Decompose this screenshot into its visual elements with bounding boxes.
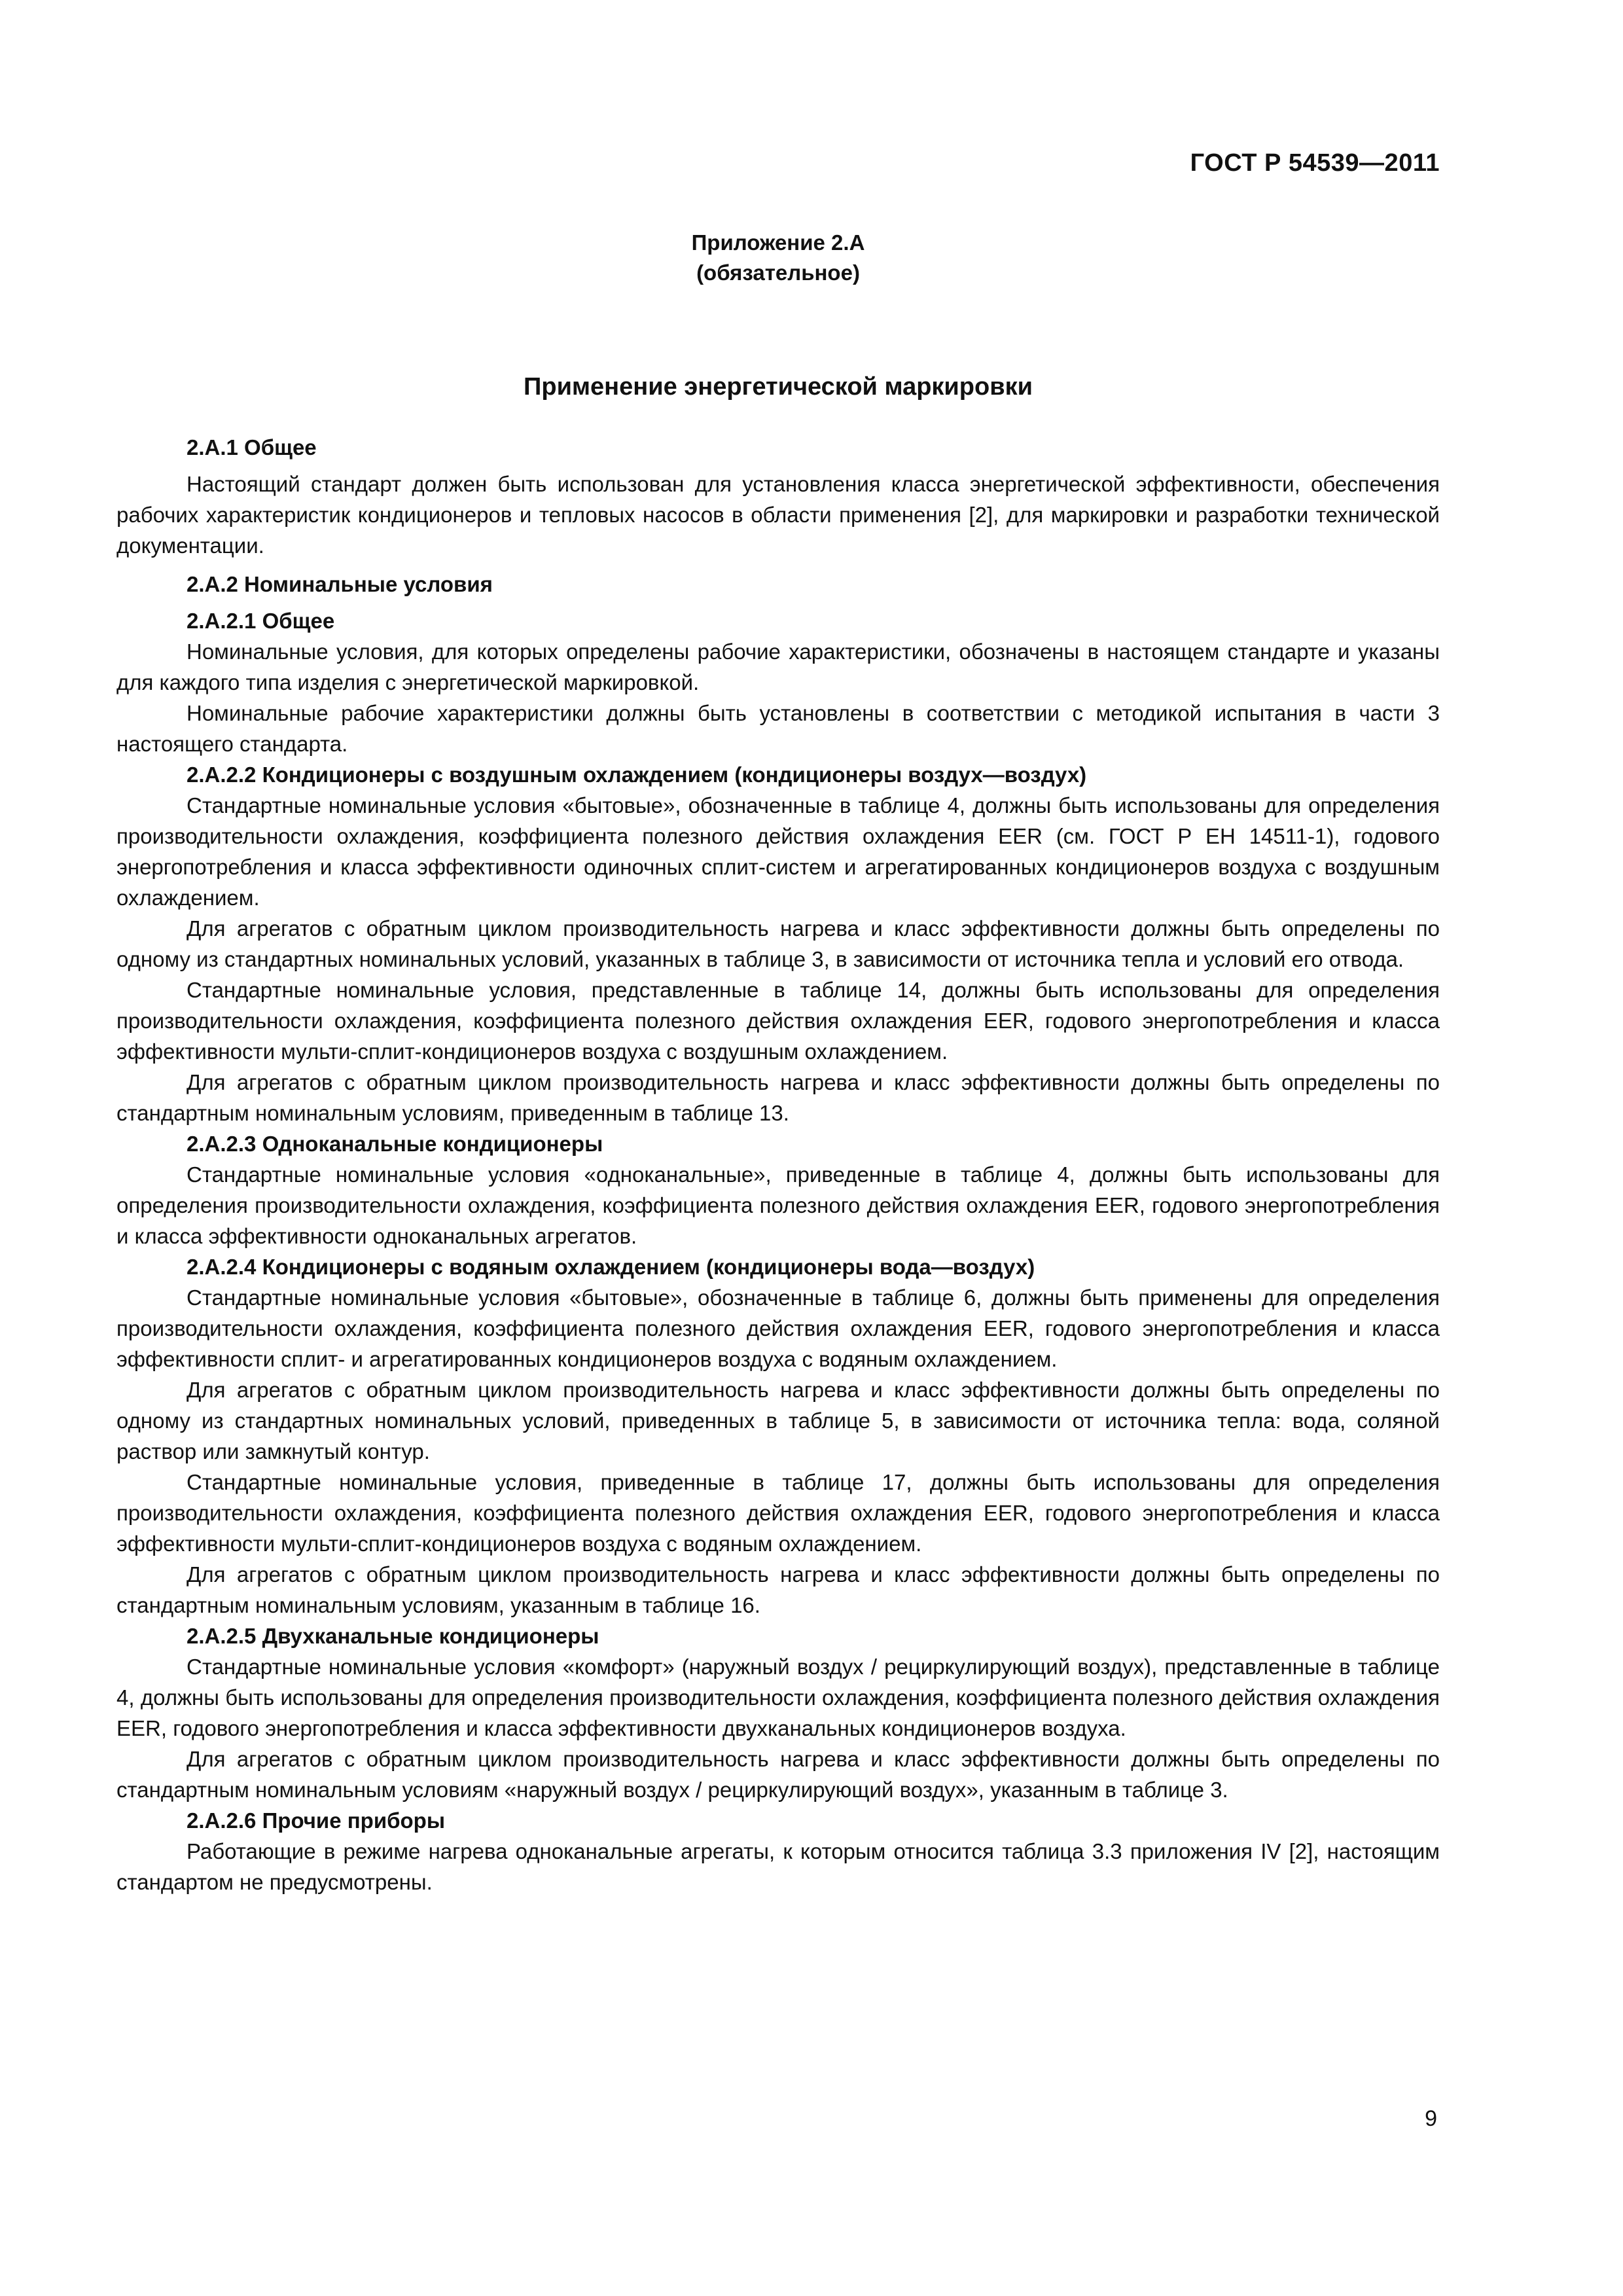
document-code-header: ГОСТ Р 54539—2011 (1190, 149, 1440, 177)
paragraph: Для агрегатов с обратным циклом производительность нагрева и класс эффективности должны быть определены по стандартным номинальным условиям, указанным в таблице 16. (116, 1562, 1440, 1617)
paragraph: Для агрегатов с обратным циклом производительность нагрева и класс эффективности должны быть определены по стандартным номинальным условиям «наружный воздух / рециркулирующий воздух», указанным в таблице 3. (116, 1747, 1440, 1802)
paragraph: Для агрегатов с обратным циклом производительность нагрева и класс эффективности должны быть определены по стандартным номинальным условиям, приведенным в таблице 13. (116, 1070, 1440, 1125)
annex-title: Приложение 2.А (691, 230, 865, 255)
paragraph: Стандартные номинальные условия, представленные в таблице 14, должны быть использованы для определения производительности охлаждения, коэффициента полезного действия охлаждения EER, годового энергопотребления и класса эффективности мульти-сплит-кондиционеров воздуха с воздушным охлаждением. (116, 978, 1440, 1064)
section-heading-2a1: 2.А.1 Общее (187, 435, 317, 459)
annex-status: (обязательное) (696, 260, 860, 285)
paragraph: Стандартные номинальные условия «бытовые», обозначенные в таблице 6, должны быть применены для определения производительности охлаждения, коэффициента полезного действия охлаждения EER, годового энергопотребления и класса эффективности сплит- и агрегатированных кондиционеров воздуха с водяным охлаждением. (116, 1285, 1440, 1371)
paragraph: Стандартные номинальные условия «комфорт» (наружный воздух / рециркулирующий воздух), представленные в таблице 4, должны быть использованы для определения производительности охлаждения, коэффициента полезного действия охлаждения EER, годового энергопотребления и класса эффективности двухканальных кондиционеров воздуха. (116, 1655, 1440, 1740)
paragraph: Для агрегатов с обратным циклом производительность нагрева и класс эффективности должны быть определены по одному из стандартных номинальных условий, приведенных в таблице 5, в зависимости от источника тепла: вода, соляной раствор или замкнутый контур. (116, 1378, 1440, 1463)
section-heading-2a2: 2.А.2 Номинальные условия (187, 572, 493, 596)
section-heading-2a25: 2.А.2.5 Двухканальные кондиционеры (187, 1624, 599, 1648)
paragraph: Настоящий стандарт должен быть использован для установления класса энергетической эффективности, обеспечения рабочих характеристик кондиционеров и тепловых насосов в области применения [2], для маркировки и разработки технической документации. (116, 472, 1440, 558)
paragraph: Стандартные номинальные условия «бытовые», обозначенные в таблице 4, должны быть использованы для определения производительности охлаждения, коэффициента полезного действия охлаждения EER (см. ГОСТ Р ЕН 14511-1), годового энергопотребления и класса эффективности одиночных сплит-систем и агрегатированных кондиционеров воздуха с воздушным охлаждением. (116, 793, 1440, 910)
paragraph: Номинальные рабочие характеристики должны быть установлены в соответствии с методикой испытания в части 3 настоящего стандарта. (116, 701, 1440, 756)
paragraph: Работающие в режиме нагрева одноканальные агрегаты, к которым относится таблица 3.3 приложения IV [2], настоящим стандартом не предусмотрены. (116, 1839, 1440, 1894)
document-page (116, 0, 1440, 2296)
paragraph: Номинальные условия, для которых определены рабочие характеристики, обозначены в настоящем стандарте и указаны для каждого типа изделия с энергетической маркировкой. (116, 639, 1440, 694)
section-heading-2a26: 2.А.2.6 Прочие приборы (187, 1808, 446, 1833)
page-number: 9 (1425, 2106, 1437, 2131)
annex-heading-block (116, 228, 1440, 288)
section-heading-2a23: 2.А.2.3 Одноканальные кондиционеры (187, 1132, 603, 1156)
paragraph: Для агрегатов с обратным циклом производительность нагрева и класс эффективности должны быть определены по одному из стандартных номинальных условий, указанных в таблице 3, в зависимости от источника тепла и условий его отвода. (116, 916, 1440, 971)
document-title: Применение энергетической маркировки (524, 373, 1033, 401)
document-body (116, 432, 1440, 1897)
paragraph: Стандартные номинальные условия, приведенные в таблице 17, должны быть использованы для определения производительности охлаждения, коэффициента полезного действия охлаждения EER, годового энергопотребления и класса эффективности мульти-сплит-кондиционеров воздуха с водяным охлаждением. (116, 1470, 1440, 1556)
section-heading-2a21: 2.А.2.1 Общее (187, 609, 335, 633)
section-heading-2a22: 2.А.2.2 Кондиционеры с воздушным охлаждением (кондиционеры воздух—воздух) (187, 762, 1087, 787)
section-heading-2a24: 2.А.2.4 Кондиционеры с водяным охлаждением (кондиционеры вода—воздух) (187, 1255, 1035, 1279)
paragraph: Стандартные номинальные условия «одноканальные», приведенные в таблице 4, должны быть использованы для определения производительности охлаждения, коэффициента полезного действия охлаждения EER, годового энергопотребления и класса эффективности одноканальных агрегатов. (116, 1162, 1440, 1248)
